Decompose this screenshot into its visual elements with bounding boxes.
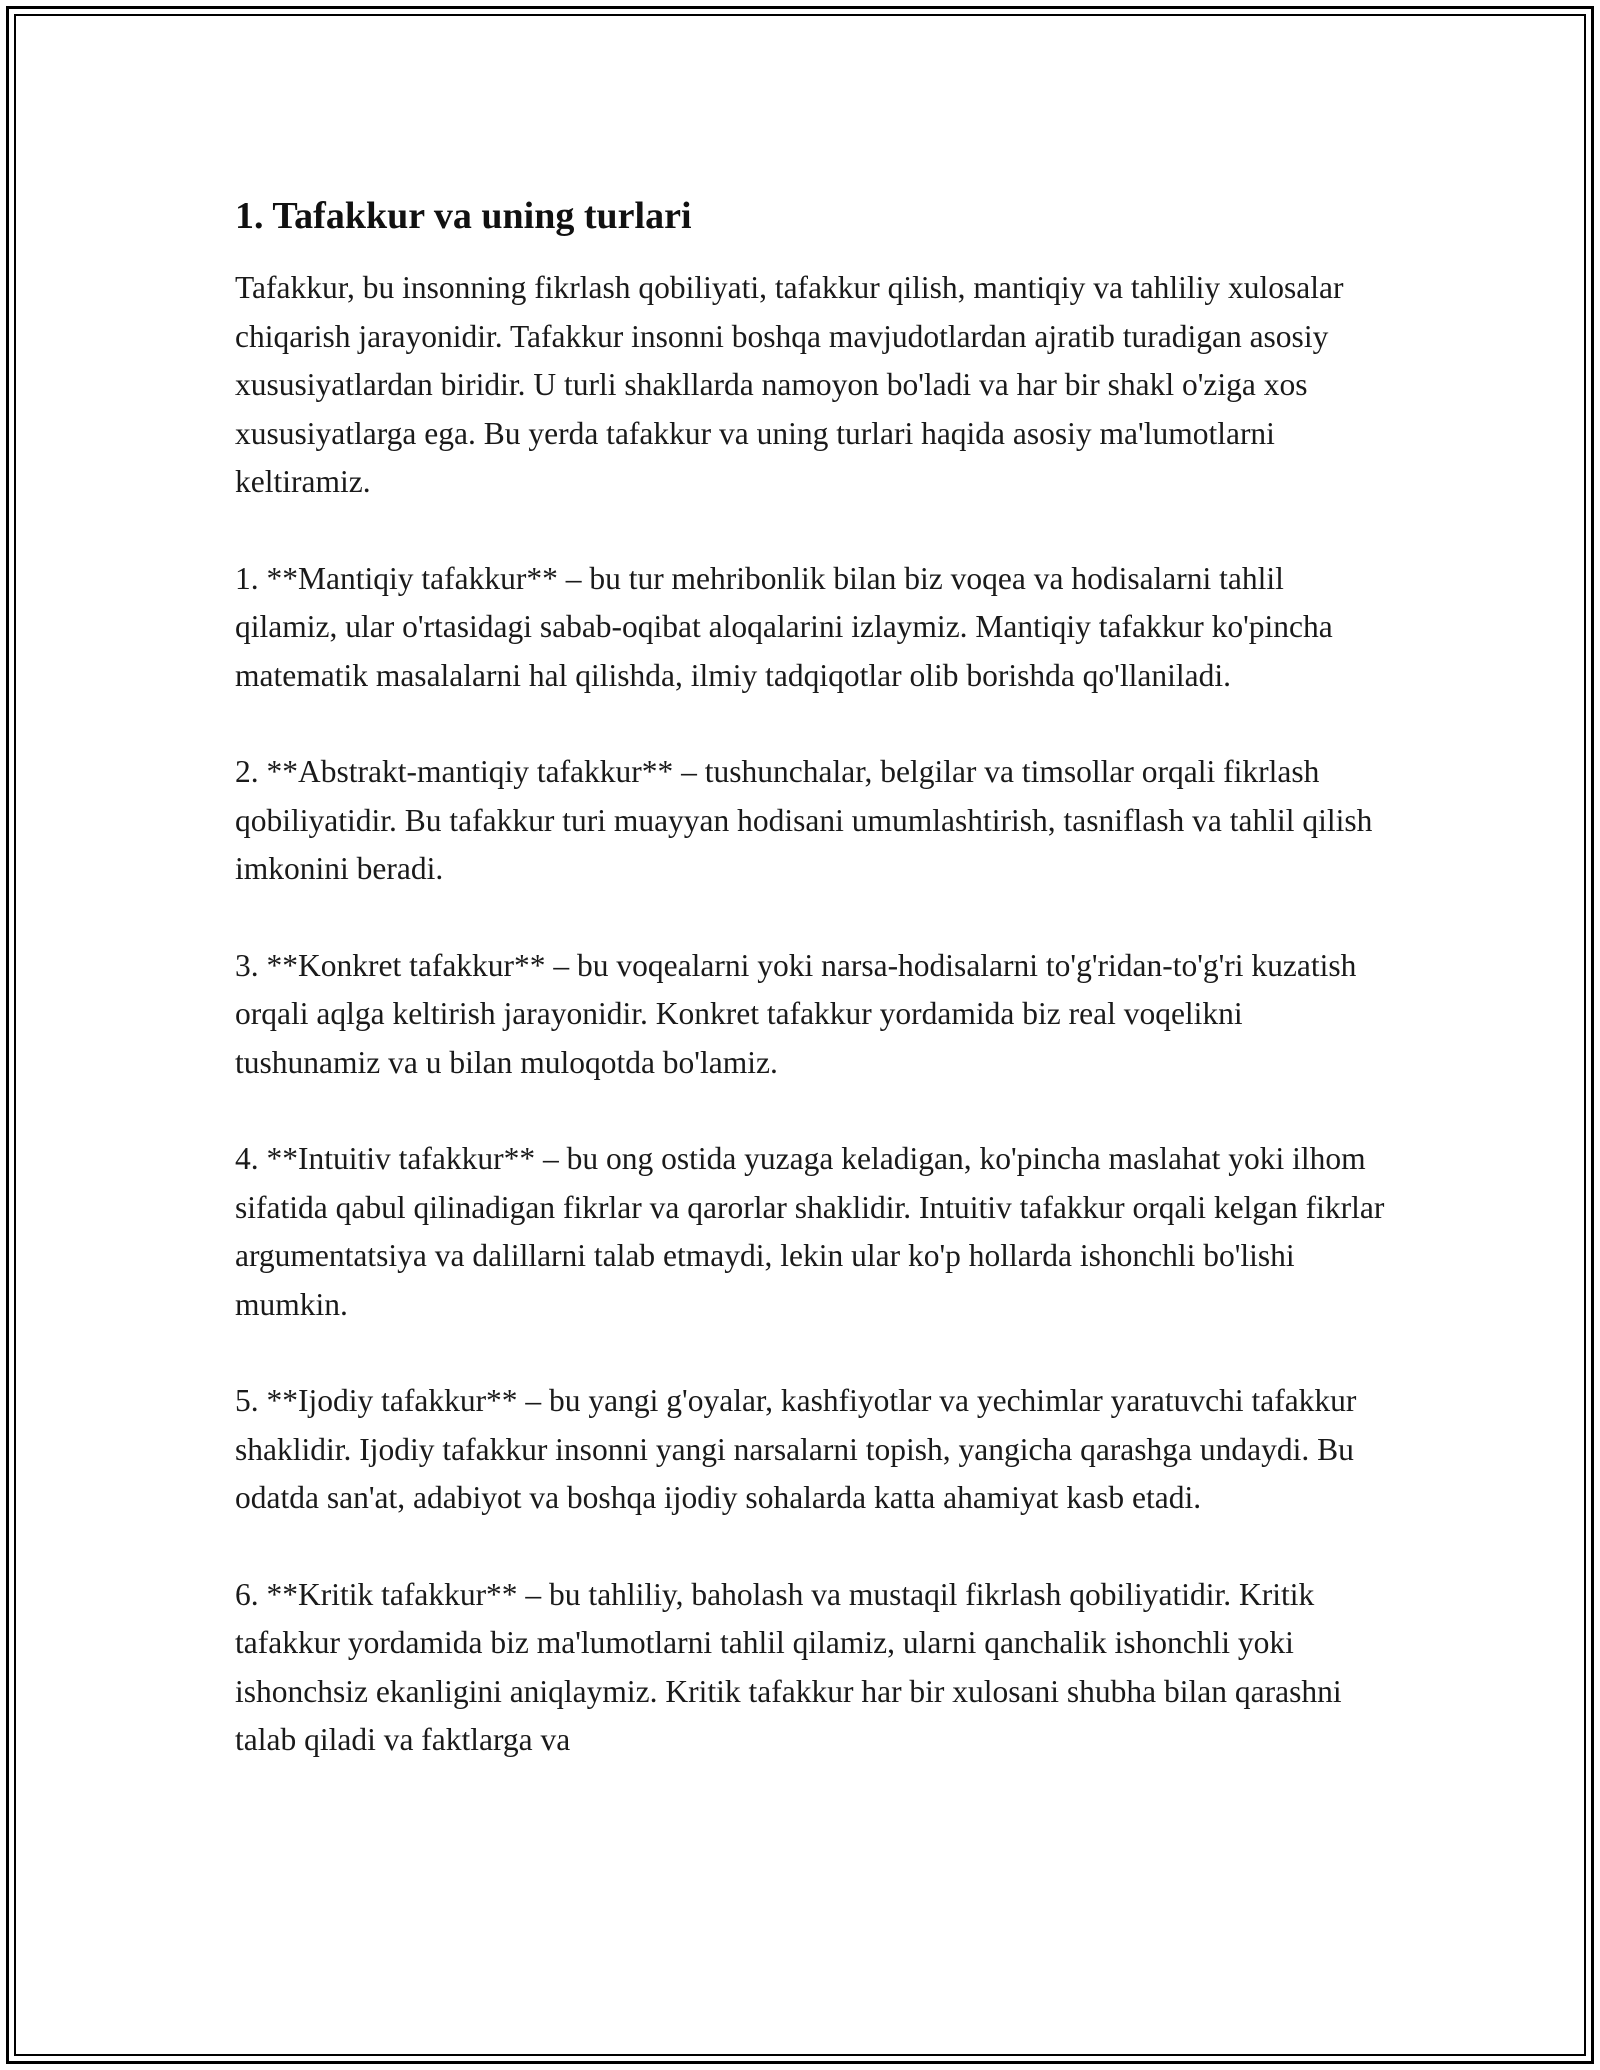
- paragraph-ijodiy-tafakkur: 5. **Ijodiy tafakkur** – bu yangi g'oyalar, kashfiyotlar va yechimlar yaratuvchi tafakkur shaklidir. Ijodiy tafakkur insonni yangi narsalarni topish, yangicha qarashga undaydi. Bu odatda san'at, adabiyot va boshqa ijodiy sohalarda katta ahamiyat kasb etadi.: [235, 1383, 1357, 1515]
- document-title: 1. Tafakkur va uning turlari: [235, 195, 692, 237]
- paragraph-konkret-tafakkur: 3. **Konkret tafakkur** – bu voqealarni yoki narsa-hodisalarni to'g'ridan-to'g'ri kuzatish orqali aqlga keltirish jarayonidir. Konkret tafakkur yordamida biz real voqelikni tushunamiz va u bilan muloqotda bo'lamiz.: [235, 947, 1357, 1080]
- document-body: [235, 192, 1385, 1765]
- intro-paragraph: Tafakkur, bu insonning fikrlash qobiliyati, tafakkur qilish, mantiqiy va tahliliy xulosalar chiqarish jarayonidir. Tafakkur insonni boshqa mavjudotlardan ajratib turadigan asosiy xususiyatlardan biridir. U turli shakllarda namoyon bo'ladi va har bir shakl o'ziga xos xususiyatlarga ega. Bu yerda tafakkur va uning turlari haqida asosiy ma'lumotlarni keltiramiz.: [235, 270, 1344, 499]
- paragraph-kritik-tafakkur: 6. **Kritik tafakkur** – bu tahliliy, baholash va mustaqil fikrlash qobiliyatidir. Kritik tafakkur yordamida biz ma'lumotlarni tahlil qilamiz, ularni qanchalik ishonchli yoki ishonchsiz ekanligini aniqlaymiz. Kritik tafakkur har bir xulosani shubha bilan qarashni talab qiladi va faktlarga va: [235, 1576, 1342, 1757]
- paragraph-mantiqiy-tafakkur: 1. **Mantiqiy tafakkur** – bu tur mehribonlik bilan biz voqea va hodisalarni tahlil qilamiz, ular o'rtasidagi sabab-oqibat aloqalarini izlaymiz. Mantiqiy tafakkur ko'pincha matematik masalalarni hal qilishda, ilmiy tadqiqotlar olib borishda qo'llaniladi.: [235, 560, 1333, 693]
- paragraph-intuitiv-tafakkur: 4. **Intuitiv tafakkur** – bu ong ostida yuzaga keladigan, ko'pincha maslahat yoki ilhom sifatida qabul qilinadigan fikrlar va qarorlar shaklidir. Intuitiv tafakkur orqali kelgan fikrlar argumentatsiya va dalillarni talab etmaydi, lekin ular ko'p hollarda ishonchli bo'lishi mumkin.: [235, 1141, 1385, 1322]
- paragraph-abstrakt-mantiqiy-tafakkur: 2. **Abstrakt-mantiqiy tafakkur** – tushunchalar, belgilar va timsollar orqali fikrlash qobiliyatidir. Bu tafakkur turi muayyan hodisani umumlashtirish, tasniflash va tahlil qilish imkonini beradi.: [235, 754, 1373, 886]
